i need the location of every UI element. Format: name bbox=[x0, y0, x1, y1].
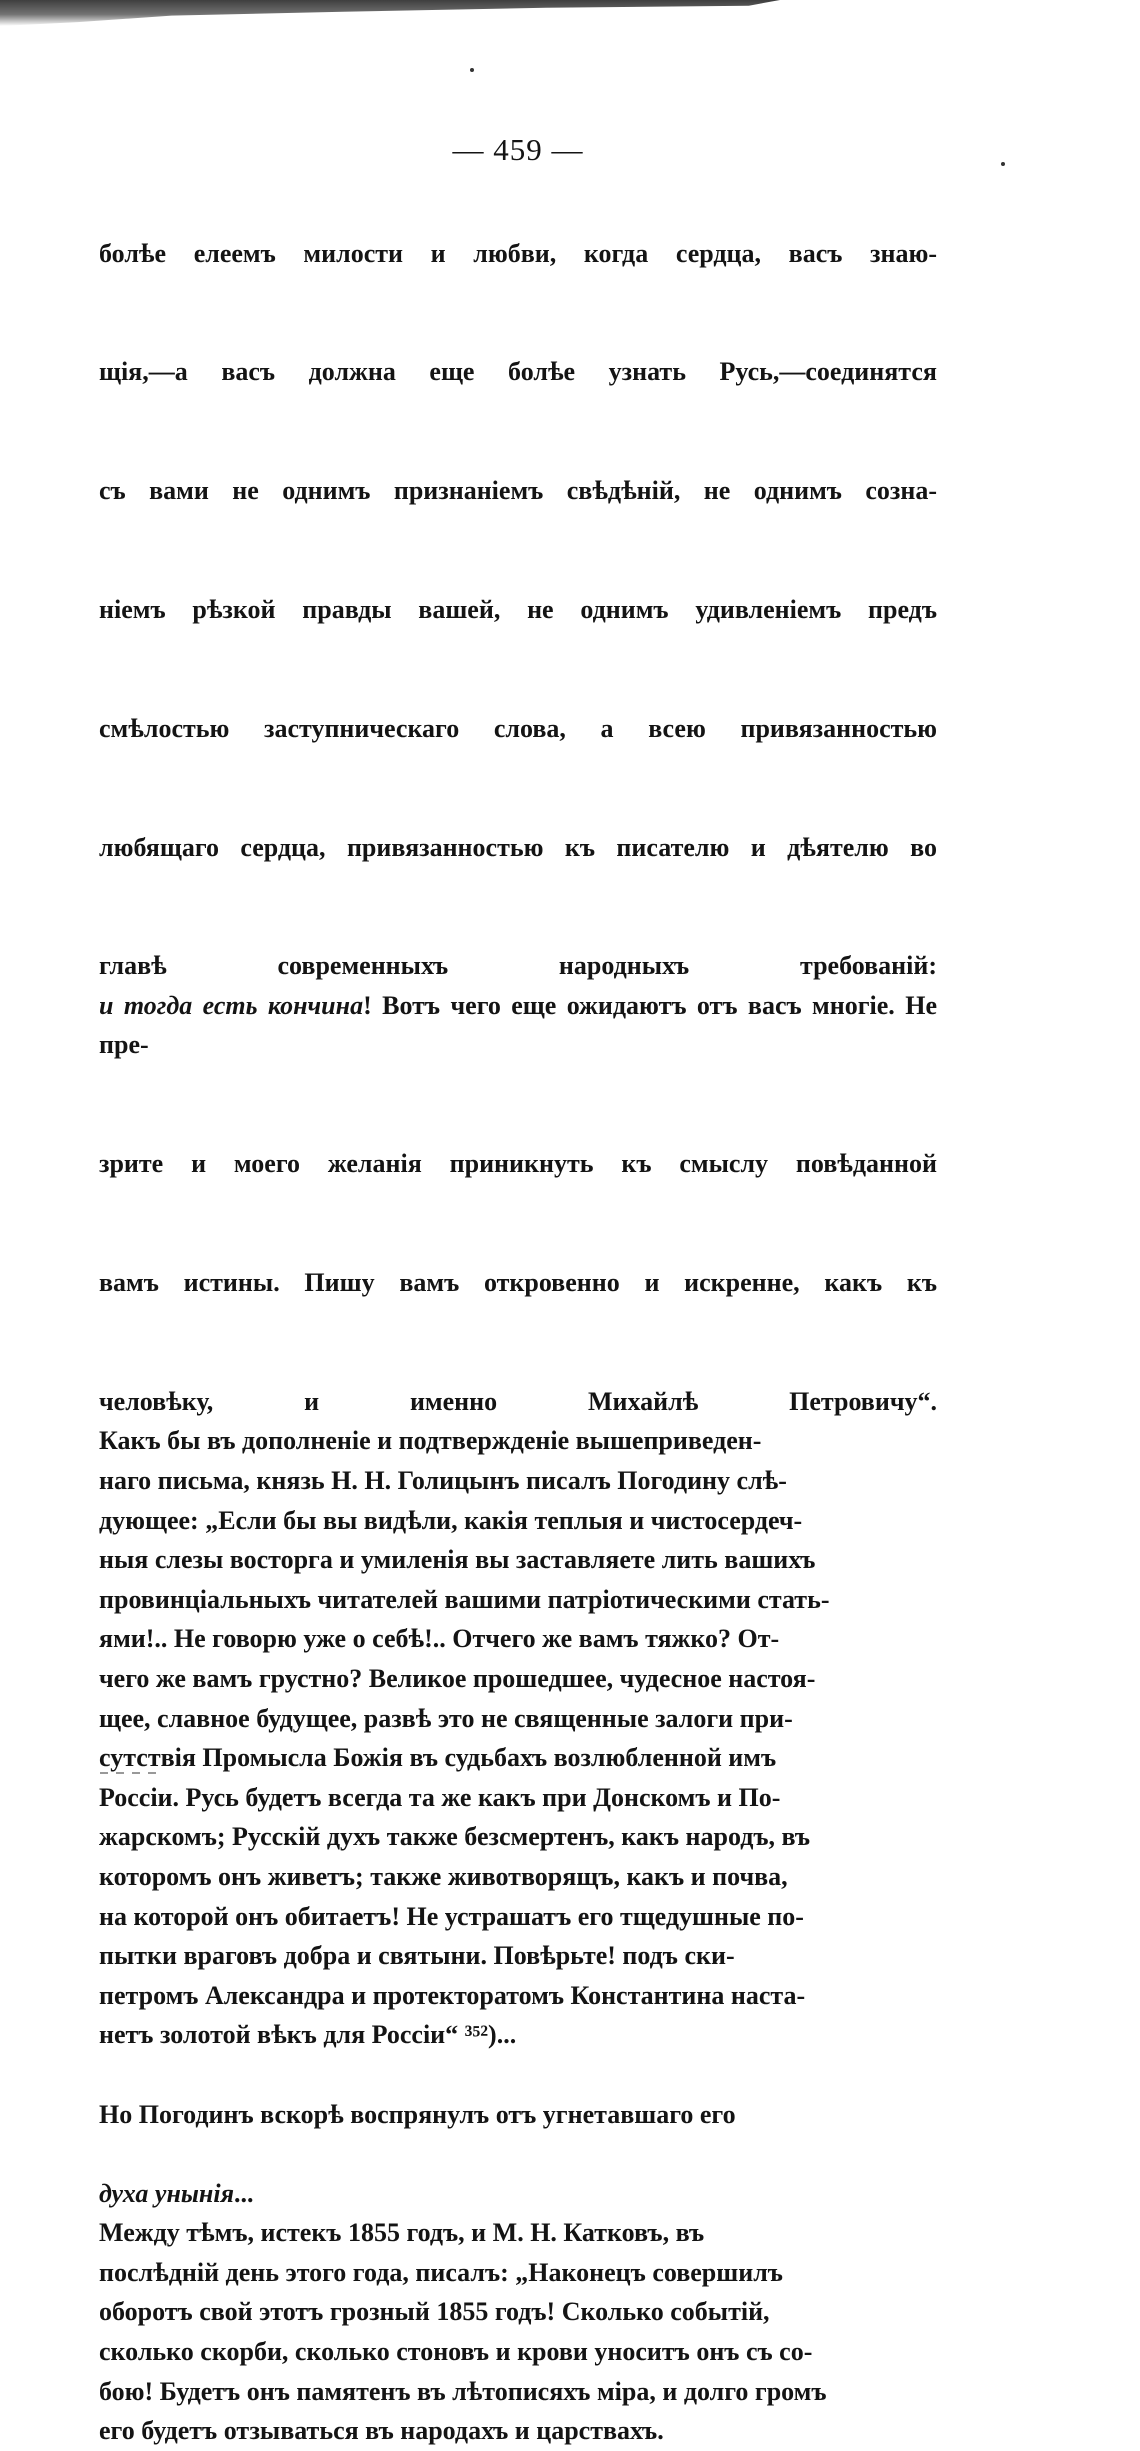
italic-phrase-dukha-unyniya: духа унынія bbox=[99, 2178, 234, 2208]
paragraph-1-rest-line-1: зрите и моего желанія приникнуть къ смыслу повѣданной bbox=[99, 1149, 937, 1179]
document-page bbox=[99, 128, 937, 2451]
paragraph-1-rest-line-2: вамъ истины. Пишу вамъ откровенно и искренне, какъ къ bbox=[99, 1268, 937, 1298]
paragraph-1 bbox=[99, 194, 937, 1421]
paragraph-1-line-6: любящаго сердца, привязанностью къ писателю и дѣятелю во bbox=[99, 832, 937, 862]
paragraph-1-line-3: съ вами не однимъ признаніемъ свѣдѣній, не однимъ созна- bbox=[99, 476, 937, 506]
paragraph-3-text-before: Но Погодинъ вскорѣ воспрянулъ отъ угнетавшаго его bbox=[99, 2099, 736, 2129]
paragraph-4: Между тѣмъ, истекъ 1855 годъ, и М. Н. Катковъ, въ послѣдній день этого года, писалъ: „Наконецъ совершилъ оборотъ свой этотъ грозный 1855 годъ! Сколько событій, сколько скорби, сколько стоновъ и крови уноситъ онъ съ со- бою! Будетъ онъ памятенъ въ лѣтописяхъ міра, и долго громъ его будетъ отзываться въ народахъ и царствахъ. bbox=[99, 2218, 827, 2446]
scan-speck bbox=[470, 68, 474, 72]
paragraph-1-line-2: щія,—а васъ должна еще болѣе узнать Русь,—соединятся bbox=[99, 357, 937, 387]
scan-bottom-mark bbox=[100, 1772, 160, 1774]
paragraph-1-line-1: болѣе елеемъ милости и любви, когда сердца, васъ знаю- bbox=[99, 238, 937, 268]
paragraph-1-lines bbox=[99, 194, 937, 1421]
paragraph-1-line-4: ніемъ рѣзкой правды вашей, не однимъ удивленіемъ предъ bbox=[99, 594, 937, 624]
scan-edge-shadow bbox=[0, 0, 780, 26]
page-number: — 459 — bbox=[452, 132, 584, 167]
paragraph-3-text-after: ... bbox=[233, 2178, 254, 2208]
italic-phrase-kontchina: и тогда есть кончина bbox=[99, 990, 364, 1020]
paragraph-1-line-5: смѣлостью заступническаго слова, а всею привязанностью bbox=[99, 713, 937, 743]
paragraph-1-after-italic: ! Вотъ чего еще ожидаютъ отъ васъ многіе. Не пре- bbox=[99, 990, 937, 1060]
scan-speck bbox=[1001, 162, 1005, 166]
paragraph-1-rest-line-3: человѣку, и именно Михайлѣ Петровичу“. bbox=[99, 1386, 937, 1416]
paragraph-2: Какъ бы въ дополненіе и подтвержденіе вышеприведен- наго письма, князь Н. Н. Голицынъ писалъ Погодину слѣ- дующее: „Если бы вы видѣли, какія теплыя и чистосердеч- ныя слезы восторга и умиленія вы заставляете лить вашихъ провинціальныхъ читателей вашими патріотическими стать- ями!.. Не говорю уже о себѣ!.. Отчего же вамъ тяжко? От- чего же вамъ грустно? Великое прошедшее, чудесное настоя- щее, славное будущее, развѣ это не священные залоги при- сутствія Промысла Божія въ судьбахъ возлюбленной имъ Россіи. Русь будетъ всегда та же какъ при Донскомъ и По- жарскомъ; Русскій духъ также безсмертенъ, какъ народъ, въ которомъ онъ живетъ; также животворящъ, какъ и почва, на которой онъ обитаетъ! Не устрашатъ его тщедушные по- пытки враговъ добра и святыни. Повѣрьте! подъ ски- петромъ Александра и протекторатомъ Константина наста- нетъ золотой вѣкъ для Россіи“ ³⁵²)... bbox=[99, 1426, 830, 2050]
paragraph-3 bbox=[99, 2055, 937, 2213]
paragraph-1-line-7: главѣ современныхъ народныхъ требованій: bbox=[99, 951, 937, 981]
